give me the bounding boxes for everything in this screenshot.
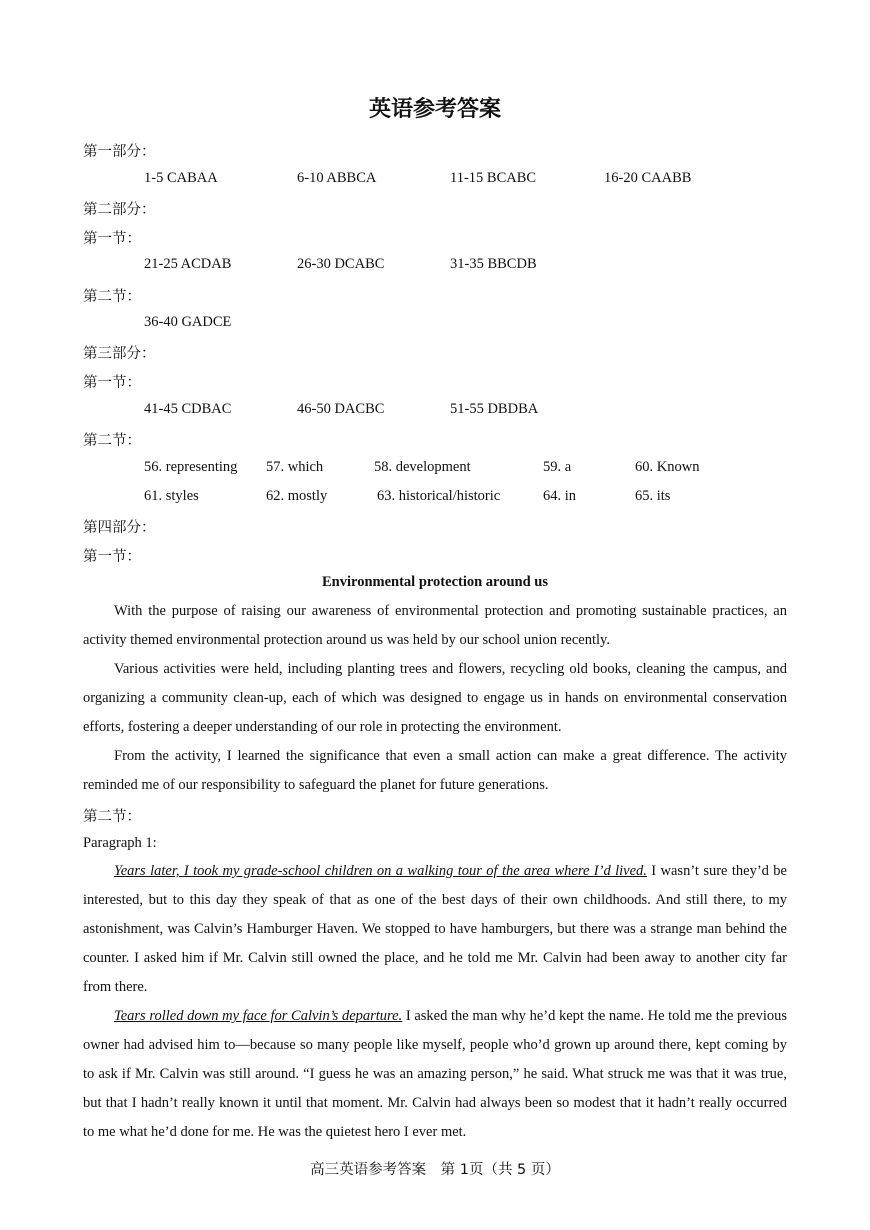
essay-paragraph: With the purpose of raising our awareness of environmental protection and promoting sustainable practices, an activity themed environmental protection around us was held by our school union recently. — [83, 603, 787, 648]
fill-answer: 62. mostly — [266, 488, 328, 504]
answer-group: 36-40 GADCE — [144, 314, 232, 330]
answer-group: 51-55 DBDBA — [450, 401, 539, 417]
fill-answer: 59. a — [543, 459, 572, 475]
fill-answer: 61. styles — [144, 488, 199, 504]
continuation-paragraph-1 — [83, 857, 787, 1002]
fill-answer: 56. representing — [144, 459, 238, 475]
answer-group: 6-10 ABBCA — [297, 170, 377, 186]
fill-answer: 60. Known — [635, 459, 700, 475]
part4-section2-label: 第二节： — [83, 809, 141, 825]
part4-label: 第四部分： — [83, 520, 156, 536]
page-footer: 高三英语参考答案 第 1页（共 5 页） — [310, 1162, 560, 1178]
part3-label: 第三部分： — [83, 346, 156, 362]
answer-group: 21-25 ACDAB — [144, 256, 232, 272]
part2-section1-label: 第一节： — [83, 231, 141, 247]
paragraph-label: Paragraph 1: — [83, 835, 157, 851]
fill-answer: 57. which — [266, 459, 324, 475]
answer-group: 46-50 DACBC — [297, 401, 385, 417]
part3-section2-label: 第二节： — [83, 433, 141, 449]
answer-group: 41-45 CDBAC — [144, 401, 232, 417]
fill-answer: 58. development — [374, 459, 471, 475]
paragraph-text: I wasn’t sure they’d be interested, but to this day they speak of that as one of the best days of their own childhoods. And still there, to my astonishment, was Calvin’s Hamburger Haven. We stopped to have hamburgers, but there was a strange man behind the counter. I asked him if Mr. Calvin still owned the place, and he told me Mr. Calvin had been away to another city far from there. — [83, 863, 787, 995]
part3-section1-label: 第一节： — [83, 375, 141, 391]
fill-answer: 65. its — [635, 488, 671, 504]
part4-section1-label: 第一节： — [83, 549, 141, 565]
page-title: 英语参考答案 — [368, 97, 501, 122]
answer-group: 11-15 BCABC — [450, 170, 537, 186]
paragraph-text: I asked the man why he’d kept the name. He told me the previous owner had advised him to—because so many people like myself, people who’d grown up around there, kept coming by to ask if Mr. Calvin was still around. “I guess he was an amazing person,” he said. What struck me was that it was true, but that I hadn’t really known it until that moment. Mr. Calvin had always been so modest that it hadn’t really occurred to me what he’d done for me. He was the quietest hero I ever met. — [83, 1008, 787, 1140]
answer-group: 26-30 DCABC — [297, 256, 385, 272]
continuation-paragraph-2 — [83, 1002, 787, 1147]
essay-paragraph: From the activity, I learned the significance that even a small action can make a great difference. The activity reminded me of our responsibility to safeguard the planet for future generations. — [83, 748, 787, 793]
essay-title: Environmental protection around us — [322, 574, 548, 590]
essay-paragraph: Various activities were held, including planting trees and flowers, recycling old books, cleaning the campus, and organizing a community clean-up, each of which was designed to engage us in hands on environmental conservation efforts, fostering a deeper understanding of our role in protecting the environment. — [83, 661, 787, 735]
given-sentence: Years later, I took my grade-school children on a walking tour of the area where I’d lived. — [114, 863, 647, 879]
answer-group: 31-35 BBCDB — [450, 256, 537, 272]
part2-section2-label: 第二节： — [83, 289, 141, 305]
fill-answer: 63. historical/historic — [377, 488, 501, 504]
given-sentence: Tears rolled down my face for Calvin’s departure. — [114, 1008, 403, 1024]
answer-group: 16-20 CAABB — [604, 170, 692, 186]
part2-label: 第二部分： — [83, 202, 156, 218]
answer-group: 1-5 CABAA — [144, 170, 218, 186]
part1-label: 第一部分： — [83, 144, 156, 160]
fill-answer: 64. in — [543, 488, 577, 504]
